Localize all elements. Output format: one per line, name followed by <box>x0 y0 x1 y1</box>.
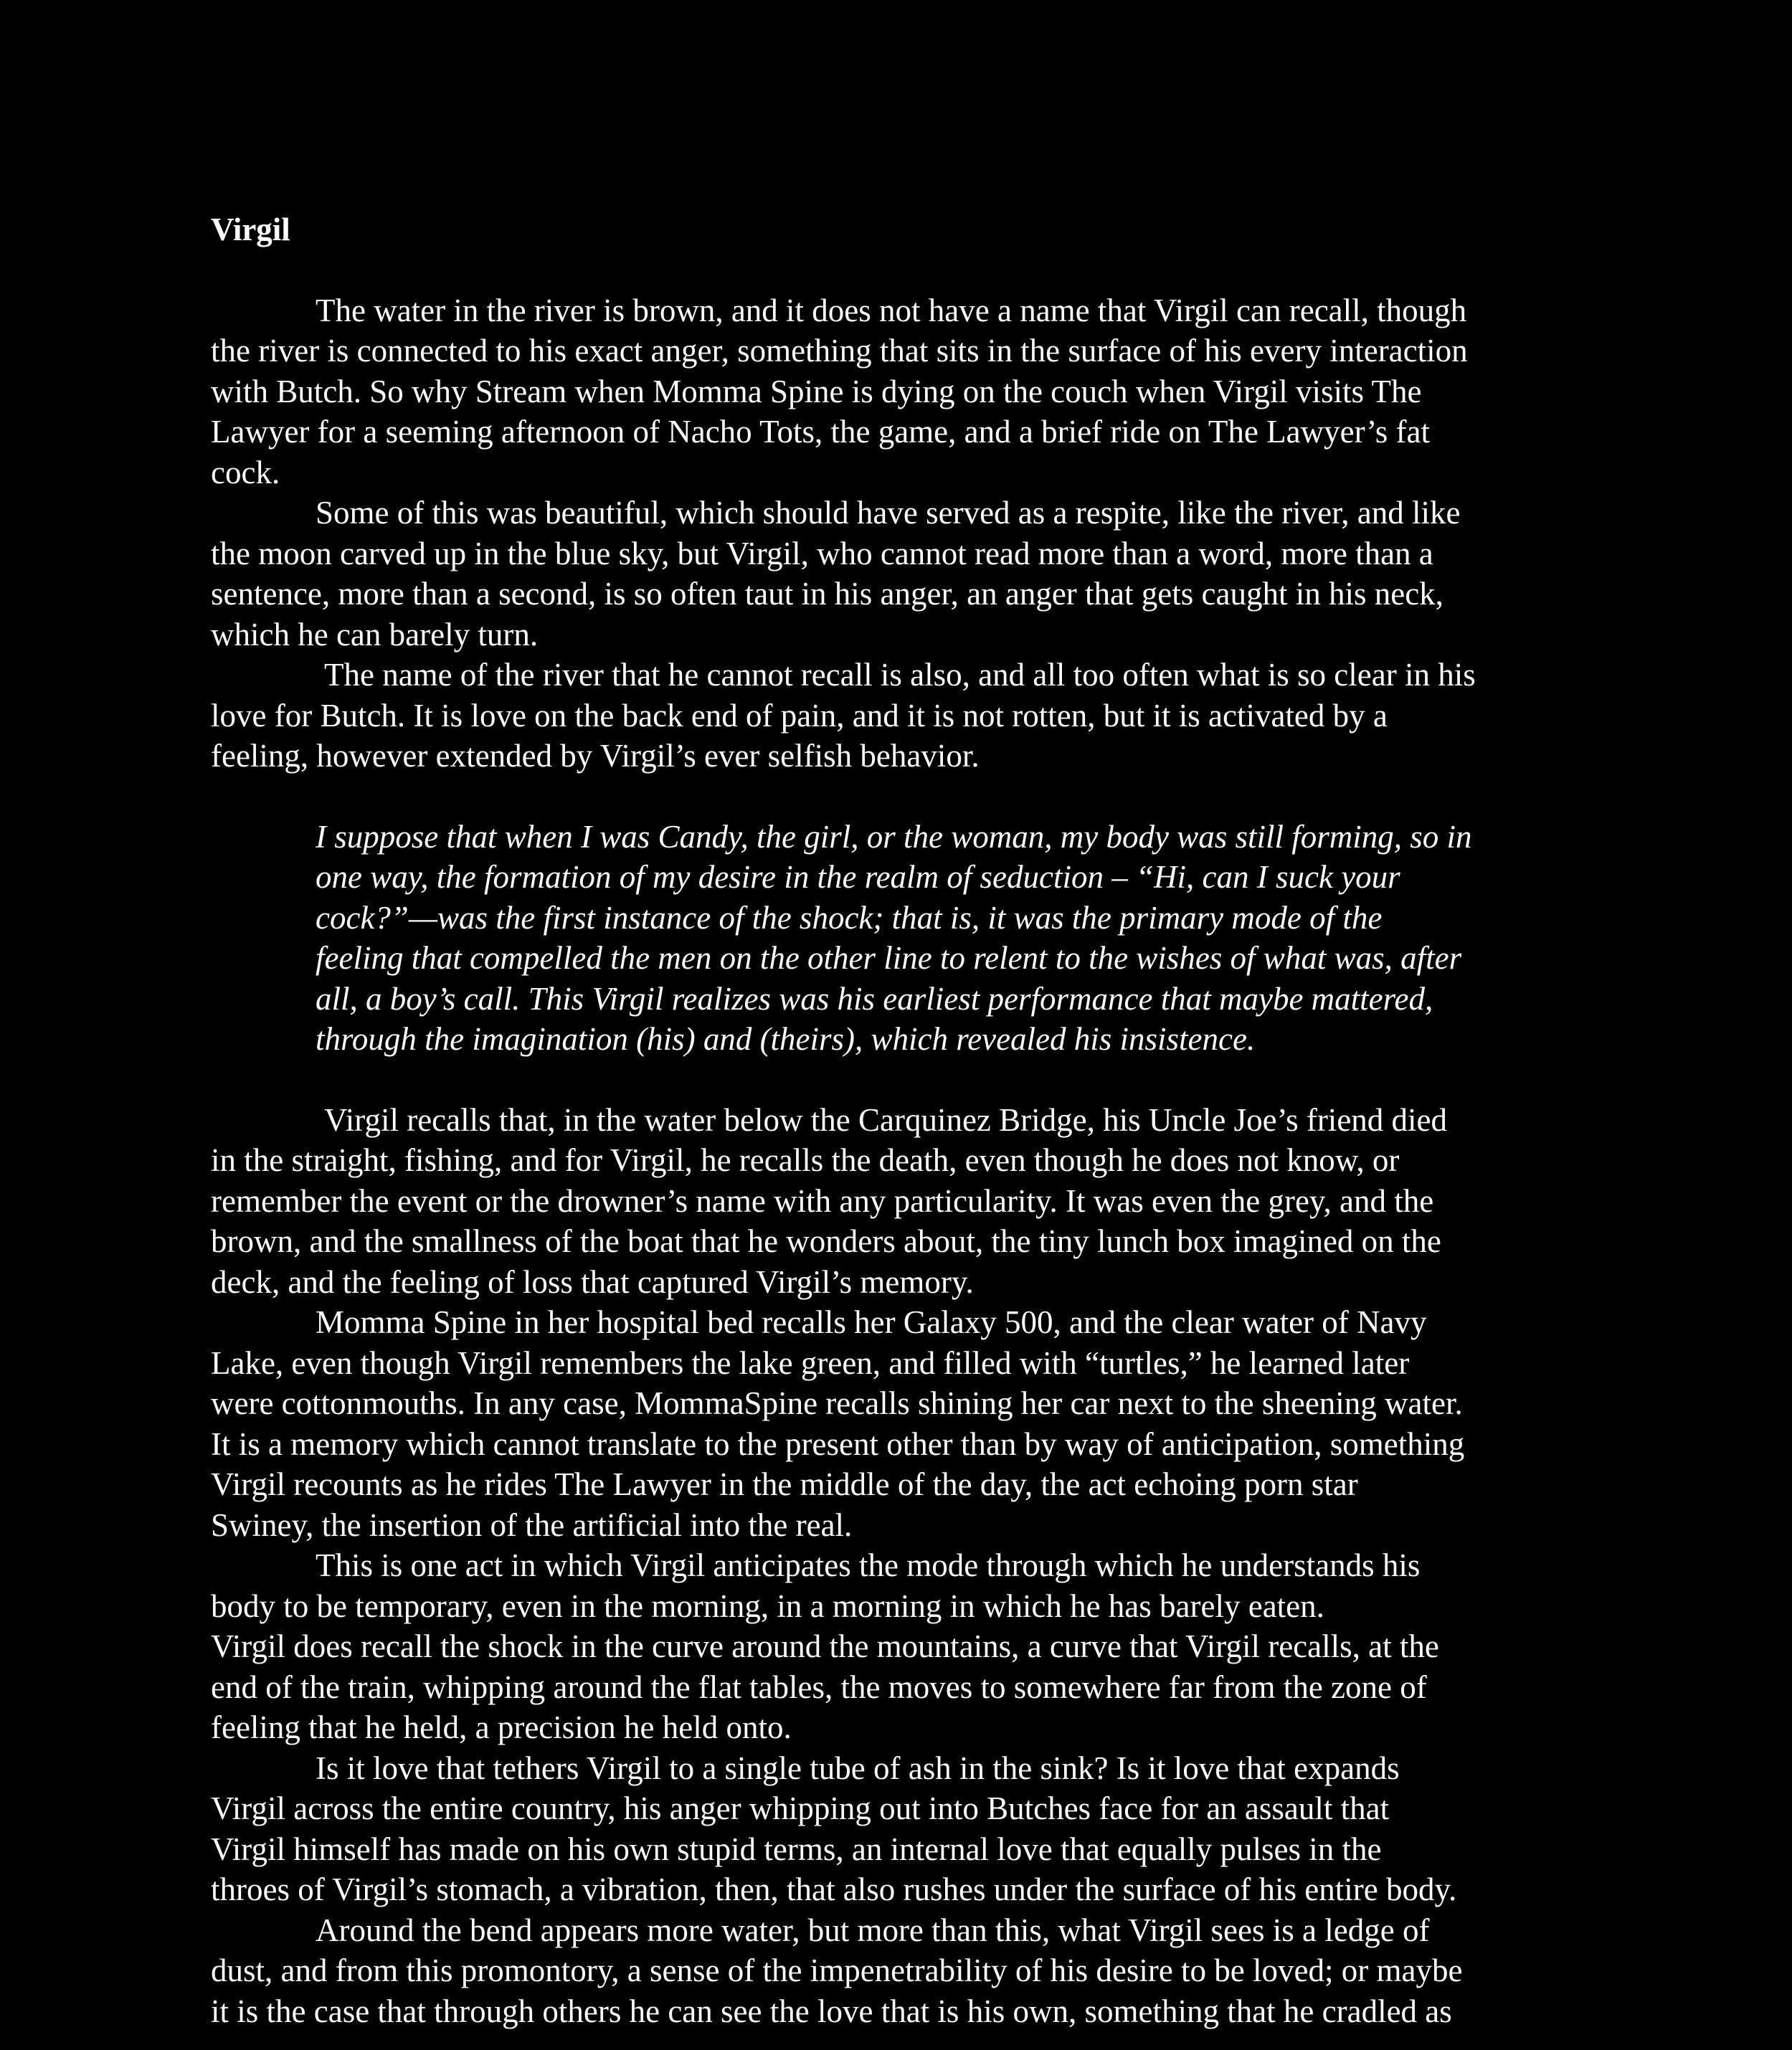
paragraph: Virgil recalls that, in the water below the Carquinez Bridge, his Uncle Joe’s friend died in the straight, fishing, and for Virgil, he recalls the death, even though he does not know, or remember the event or the drowner’s name with any particularity. It was even the grey, and the brown, and the smallness of the boat that he wonders about, the tiny lunch box imagined on the deck, and the feeling of loss that captured Virgil’s memory. <box>211 1101 1448 1300</box>
paragraph: The water in the river is brown, and it does not have a name that Virgil can recall, though the river is connected to his exact anger, something that sits in the surface of his every interaction with Butch. So why Stream when Momma Spine is dying on the couch when Virgil visits The Lawyer for a seeming afternoon of Nacho Tots, the game, and a brief ride on The Lawyer’s fat cock. <box>211 292 1468 490</box>
document-page <box>211 209 1588 2031</box>
block-quote: I suppose that when I was Candy, the girl, or the woman, my body was still forming, so in one way, the formation of my desire in the realm of seduction – “Hi, can I suck your cock?”—was the first instance of the shock; that is, it was the primary mode of the feeling that compelled the men on the other line to relent to the wishes of what was, after all, a boy’s call. This Virgil realizes was his earliest performance that maybe mattered, through the imagination (his) and (theirs), which revealed his insistence. <box>316 818 1472 1057</box>
paragraph: Is it love that tethers Virgil to a single tube of ash in the sink? Is it love that expands Virgil across the entire country, his anger whipping out into Butches face for an assault that Virgil himself has made on his own stupid terms, an internal love that equally pulses in the throes of Virgil’s stomach, a vibration, then, that also rushes under the surface of his entire body. <box>211 1750 1457 1907</box>
document-title: Virgil <box>211 212 290 247</box>
paragraph: Momma Spine in her hospital bed recalls her Galaxy 500, and the clear water of Navy Lake, even though Virgil remembers the lake green, and filled with “turtles,” he learned later were cottonmouths. In any case, MommaSpine recalls shining her car next to the sheening water. It is a memory which cannot translate to the present other than by way of anticipation, something Virgil recounts as he rides The Lawyer in the middle of the day, the act echoing porn star Swiney, the insertion of the artificial into the real. <box>211 1304 1465 1543</box>
paragraph: Around the bend appears more water, but more than this, what Virgil sees is a ledge of dust, and from this promontory, a sense of the impenetrability of his desire to be loved; or maybe it is the case that through others he can see the love that is his own, something that he cradled as <box>211 1912 1463 2029</box>
paragraph: Some of this was beautiful, which should have served as a respite, like the river, and like the moon carved up in the blue sky, but Virgil, who cannot read more than a word, more than a sentence, more than a second, is so often taut in his anger, an anger that gets caught in his neck, which he can barely turn. <box>211 495 1461 653</box>
paragraph: The name of the river that he cannot recall is also, and all too often what is so clear in his love for Butch. It is love on the back end of pain, and it is not rotten, but it is activated by a feeling, however extended by Virgil’s ever selfish behavior. <box>211 657 1476 774</box>
paragraph: Virgil does recall the shock in the curve around the mountains, a curve that Virgil recalls, at the end of the train, whipping around the flat tables, the moves to somewhere far from the zone of feeling that he held, a precision he held onto. <box>211 1628 1439 1745</box>
paragraph: This is one act in which Virgil anticipates the mode through which he understands his body to be temporary, even in the morning, in a morning in which he has barely eaten. <box>211 1547 1421 1624</box>
